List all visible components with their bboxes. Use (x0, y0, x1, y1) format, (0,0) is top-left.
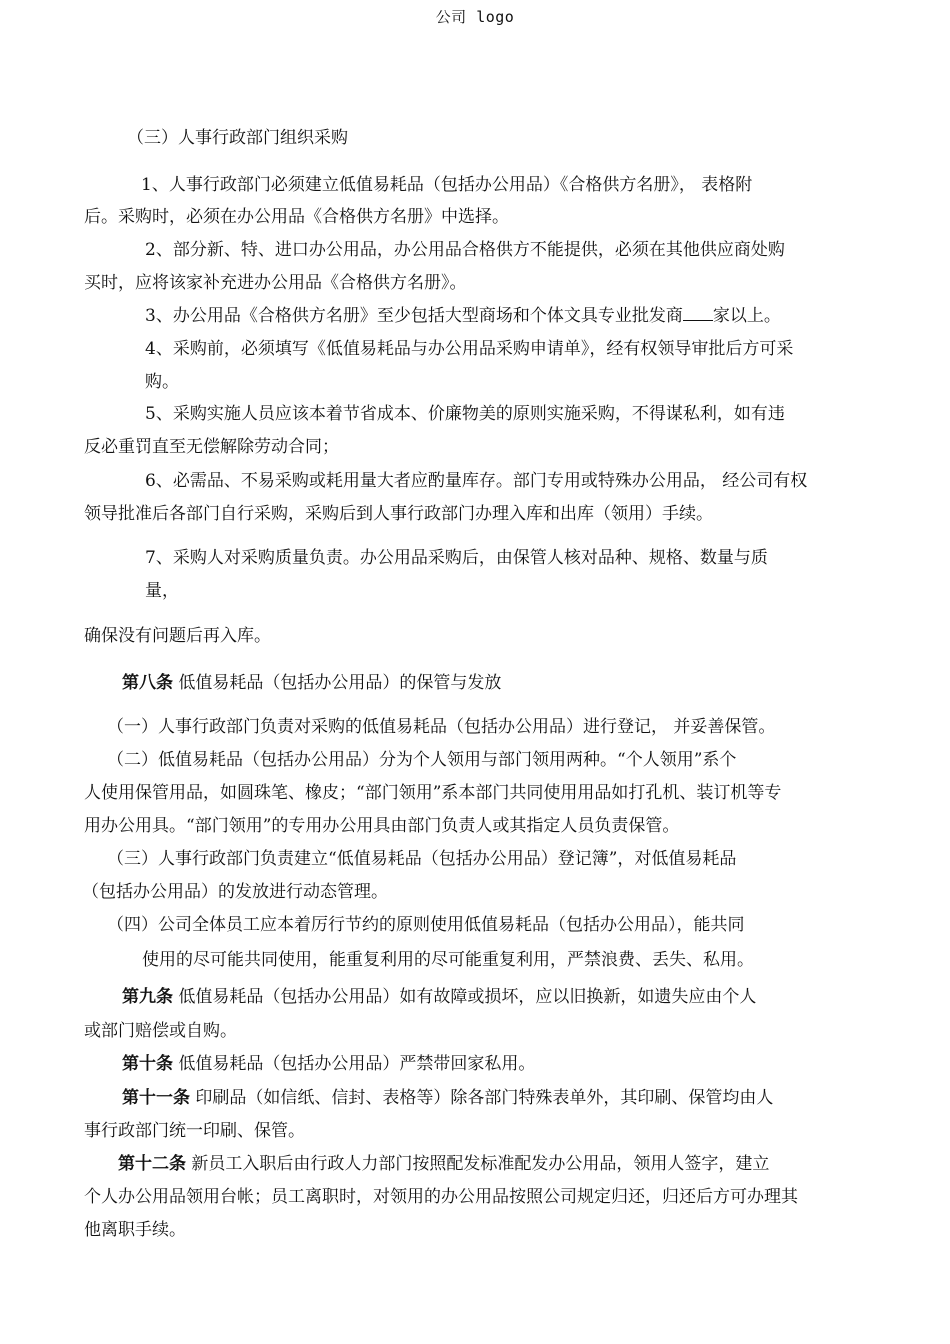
paragraph-line: 反必重罚直至无偿解除劳动合同； (84, 437, 339, 457)
paragraph-line: 1、人事行政部门必须建立低值易耗品（包括办公用品）《合格供方名册》， 表格附 (141, 175, 753, 195)
list-item: （一）人事行政部门负责对采购的低值易耗品（包括办公用品）进行登记， 并妥善保管。 (107, 717, 776, 737)
paragraph-line: 领导批准后各部门自行采购，采购后到人事行政部门办理入库和出库（领用）手续。 (84, 504, 713, 524)
paragraph-line: 使用的尽可能共同使用，能重复利用的尽可能重复利用，严禁浪费、丢失、私用。 (142, 950, 754, 970)
paragraph-line: 后。采购时，必须在办公用品《合格供方名册》中选择。 (84, 207, 509, 227)
article-12 (118, 1154, 769, 1174)
paragraph-text: 家以上。 (712, 306, 781, 326)
article-label: 第十二条 (118, 1154, 186, 1174)
paragraph-line: 人使用保管用品，如圆珠笔、橡皮；“部门领用”系本部门共同使用用品如打孔机、装订机等专 (84, 783, 782, 803)
paragraph-line: 他离职手续。 (84, 1220, 186, 1240)
section-heading: （三）人事行政部门组织采购 (127, 128, 348, 148)
paragraph-line: 或部门赔偿或自购。 (84, 1021, 237, 1041)
fill-in-blank (683, 306, 713, 321)
article-label: 第十一条 (122, 1088, 190, 1108)
article-text: 低值易耗品（包括办公用品）如有故障或损坏，应以旧换新，如遗失应由个人 (178, 987, 757, 1007)
paragraph-line: 6、必需品、不易采购或耗用量大者应酌量库存。部门专用或特殊办公用品， 经公司有权 (145, 471, 808, 491)
paragraph-line: 5、采购实施人员应该本着节省成本、价廉物美的原则实施采购，不得谋私利，如有违 (145, 404, 785, 424)
paragraph-line: 7、采购人对采购质量负责。办公用品采购后，由保管人核对品种、规格、数量与质 (145, 548, 768, 568)
paragraph-line: 量， (145, 581, 179, 601)
paragraph-line: 4、采购前，必须填写《低值易耗品与办公用品采购申请单》，经有权领导审批后方可采 (145, 339, 794, 359)
paragraph-text: 3、办公用品《合格供方名册》至少包括大型商场和个体文具专业批发商 (145, 306, 683, 326)
paragraph-line: （包括办公用品）的发放进行动态管理。 (82, 882, 388, 902)
article-label: 第九条 (122, 987, 173, 1007)
article-text: 低值易耗品（包括办公用品）严禁带回家私用。 (178, 1054, 536, 1074)
paragraph-line (145, 306, 781, 326)
paragraph-line: 确保没有问题后再入库。 (84, 626, 271, 646)
article-11 (122, 1088, 773, 1108)
paragraph-line: 事行政部门统一印刷、保管。 (84, 1121, 305, 1141)
list-item: （四）公司全体员工应本着厉行节约的原则使用低值易耗品（包括办公用品），能共同 (107, 915, 745, 935)
article-10 (122, 1054, 535, 1074)
article-8-heading (122, 673, 501, 693)
paragraph-line: 买时，应将该家补充进办公用品《合格供方名册》。 (84, 273, 467, 293)
list-item: （三）人事行政部门负责建立“低值易耗品（包括办公用品）登记簿”，对低值易耗品 (107, 849, 737, 869)
company-logo-placeholder: 公司 logo (435, 8, 515, 26)
article-text: 新员工入职后由行政人力部门按照配发标准配发办公用品，领用人签字，建立 (191, 1154, 770, 1174)
paragraph-line: 个人办公用品领用台帐；员工离职时，对领用的办公用品按照公司规定归还，归还后方可办理其 (84, 1187, 798, 1207)
article-9 (122, 987, 756, 1007)
paragraph-line: 用办公用具。“部门领用”的专用办公用具由部门负责人或其指定人员负责保管。 (84, 816, 680, 836)
list-item: （二）低值易耗品（包括办公用品）分为个人领用与部门领用两种。“个人领用”系个 (107, 750, 737, 770)
article-label: 第十条 (122, 1054, 173, 1074)
paragraph-line: 2、部分新、特、进口办公用品，办公用品合格供方不能提供，必须在其他供应商处购 (145, 240, 785, 260)
article-text: 印刷品（如信纸、信封、表格等）除各部门特殊表单外，其印刷、保管均由人 (195, 1088, 774, 1108)
article-label: 第八条 (122, 673, 173, 693)
article-title: 低值易耗品（包括办公用品）的保管与发放 (178, 673, 502, 693)
paragraph-line: 购。 (145, 372, 179, 392)
